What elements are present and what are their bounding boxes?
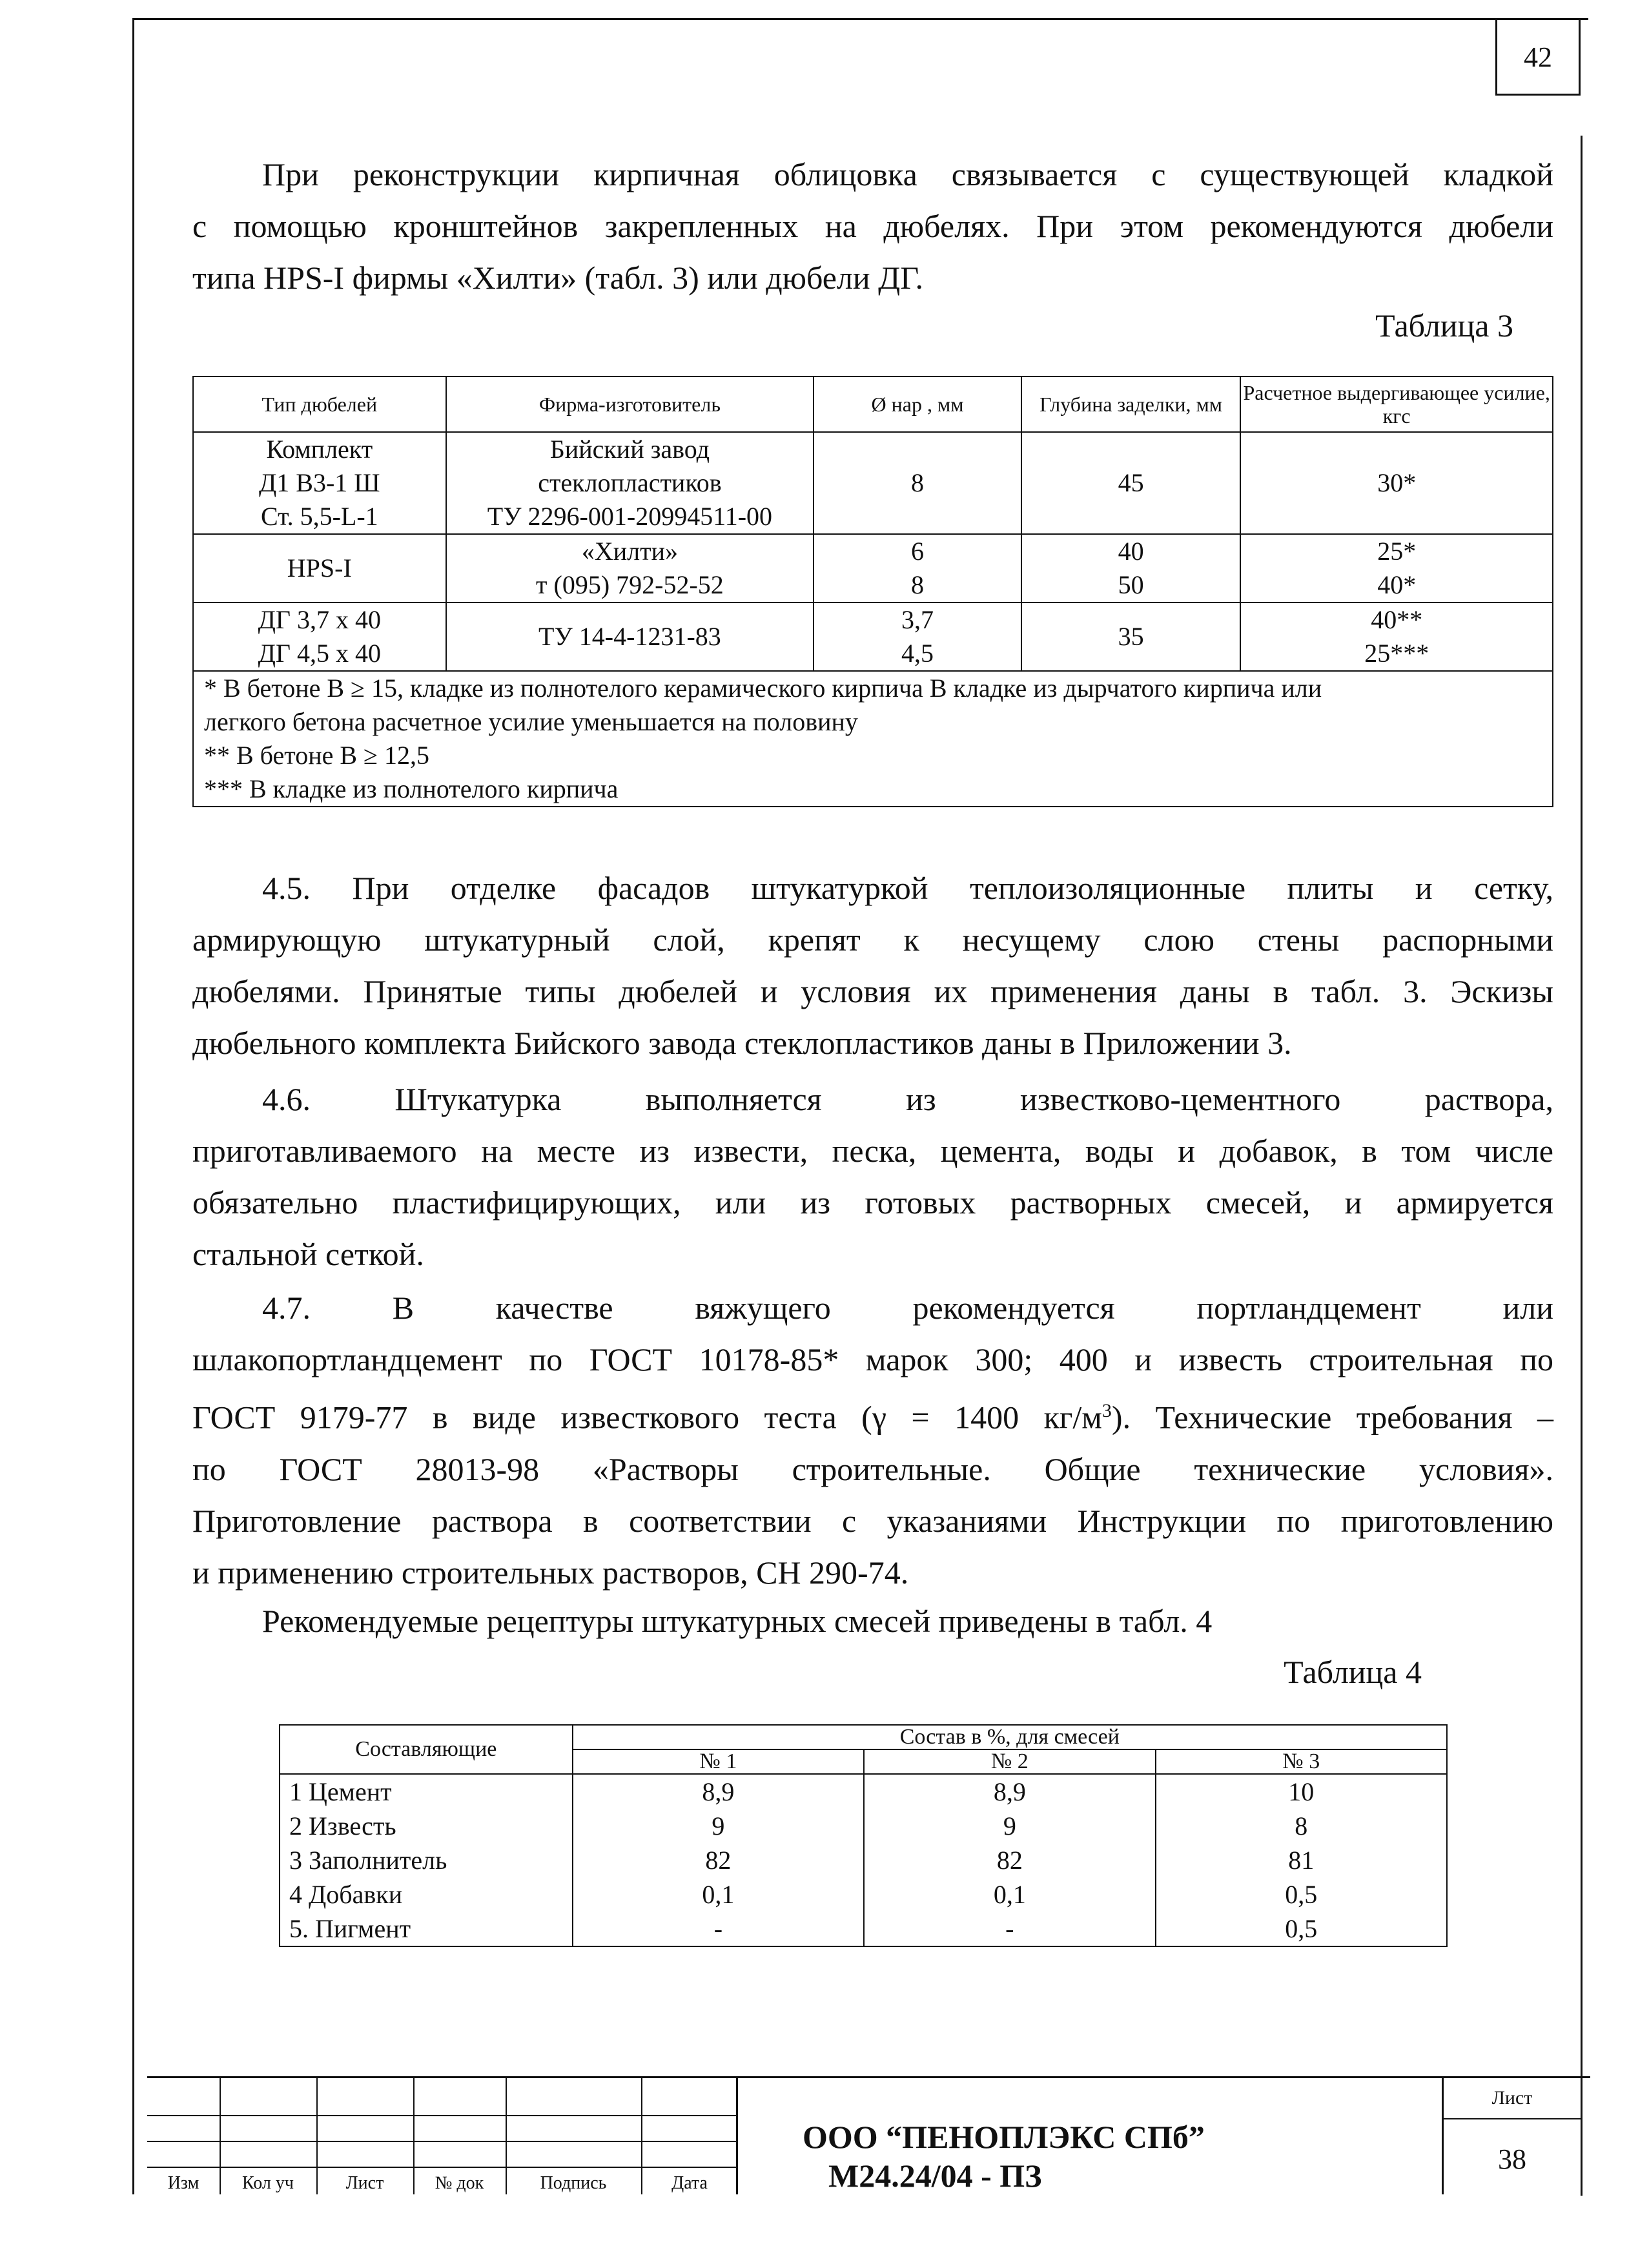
- table-cell: [193, 603, 446, 671]
- cell-line: Ст. 5,5-L-1: [260, 502, 378, 531]
- table3-header-depth: Глубина заделки, мм: [1021, 376, 1241, 432]
- table-cell: 81: [1156, 1843, 1447, 1877]
- cell-line: 40: [1118, 537, 1144, 566]
- cell-line: «Хилти»: [581, 537, 678, 566]
- sheet-separator: [1444, 2118, 1581, 2119]
- table3-notes-row: [193, 671, 1553, 807]
- table-cell: 0,1: [573, 1877, 864, 1912]
- title-block: [147, 2076, 1581, 2194]
- section-4-6: [192, 1073, 1553, 1280]
- table4-header-mix3: № 3: [1156, 1749, 1447, 1774]
- table-cell: 8: [1156, 1809, 1447, 1843]
- table4-header-row: [280, 1725, 1447, 1749]
- cell-line: т (095) 792-52-52: [536, 570, 724, 599]
- table3-header-row: [193, 376, 1553, 432]
- section-4-6-line: стальной сеткой.: [192, 1236, 424, 1272]
- sheet-box: [1442, 2076, 1581, 2194]
- cell-line: 8: [910, 468, 924, 497]
- table-cell: [1021, 603, 1241, 671]
- grid-line: [147, 2167, 738, 2168]
- stamp-header-sheet: Лист: [345, 2173, 384, 2193]
- table-row: [193, 603, 1553, 671]
- sheet-number: 38: [1498, 2143, 1526, 2175]
- table3-header-force: Расчетное выдергивающее усилие, кгс: [1240, 376, 1553, 432]
- grid-line: [147, 2115, 738, 2116]
- table-cell: 8,9: [573, 1774, 864, 1809]
- table-row: [280, 1843, 1447, 1877]
- cell-line: ДГ 4,5 х 40: [258, 639, 382, 668]
- section-4-5-line: дюбельного комплекта Бийского завода стеклопластиков даны в Приложении 3.: [192, 1025, 1292, 1061]
- cell-line: ТУ 14-4-1231-83: [538, 622, 721, 651]
- table-cell: 82: [573, 1843, 864, 1877]
- table3-note: легкого бетона расчетное усилие уменьшается на половину: [204, 707, 858, 736]
- sheet-label: Лист: [1491, 2087, 1533, 2108]
- table3-header-maker: Фирма-изготовитель: [446, 376, 814, 432]
- table4-header-group: Состав в %, для смесей: [573, 1725, 1447, 1749]
- table-cell: [814, 603, 1021, 671]
- section-4-6-line: 4.6. Штукатурка выполняется из известково-цементного раствора,: [262, 1081, 1553, 1117]
- cell-line: 6: [910, 537, 924, 566]
- section-4-7-text: ). Технические требования –: [1111, 1399, 1553, 1436]
- table-cell: [193, 432, 446, 534]
- table-cell: 1 Цемент: [280, 1774, 573, 1809]
- section-4-7-line: 4.7. В качестве вяжущего рекомендуется портландцемент или: [262, 1290, 1553, 1326]
- table3-note: * В бетоне В ≥ 15, кладке из полнотелого керамического кирпича В кладке из дырчатого кирпича или: [204, 674, 1322, 703]
- intro-line-1: При реконструкции кирпичная облицовка связывается с существующей кладкой: [262, 156, 1553, 192]
- table-cell: 9: [573, 1809, 864, 1843]
- cell-line: 45: [1118, 468, 1144, 497]
- table3-note: *** В кладке из полнотелого кирпича: [204, 774, 619, 803]
- table-cell: 3 Заполнитель: [280, 1843, 573, 1877]
- table-row: [280, 1774, 1447, 1809]
- table-cell: [814, 432, 1021, 534]
- table-cell: [193, 534, 446, 603]
- cell-line: 50: [1118, 570, 1144, 599]
- section-4-7-line: Приготовление раствора в соответствии с указаниями Инструкции по приготовлению: [192, 1502, 1553, 1539]
- section-4-5: [192, 862, 1553, 1069]
- table4: [279, 1724, 1448, 1947]
- table3: [192, 376, 1553, 807]
- grid-line: [147, 2141, 738, 2142]
- table-cell: 0,1: [864, 1877, 1155, 1912]
- table3-header-type: Тип дюбелей: [193, 376, 446, 432]
- table4-header-mix2: № 2: [864, 1749, 1155, 1774]
- intro-line-3: типа HPS-I фирмы «Хилти» (табл. 3) или дюбели ДГ.: [192, 260, 924, 296]
- table-cell: [1240, 432, 1553, 534]
- stamp-header-docno: № док: [435, 2173, 484, 2193]
- cell-line: 4,5: [901, 639, 934, 668]
- table-row: [280, 1809, 1447, 1843]
- table-cell: [1021, 534, 1241, 603]
- section-4-5-line: дюбелями. Принятые типы дюбелей и условия их применения даны в табл. 3. Эскизы: [192, 973, 1553, 1009]
- table4-caption: Таблица 4: [1284, 1654, 1422, 1690]
- table-cell: 8,9: [864, 1774, 1155, 1809]
- cell-line: Д1 В3-1 Ш: [259, 468, 380, 497]
- stamp-header-change: Изм: [167, 2173, 200, 2193]
- table-cell: 0,5: [1156, 1877, 1447, 1912]
- section-4-6-line: приготавливаемого на месте из извести, песка, цемента, воды и добавок, в том числе: [192, 1133, 1553, 1169]
- table-cell: [446, 534, 814, 603]
- section-4-7-line: и применению строительных растворов, СН 290-74.: [192, 1554, 909, 1591]
- cell-line: 25***: [1364, 639, 1429, 668]
- cell-line: стеклопластиков: [538, 468, 722, 497]
- table-row: [280, 1912, 1447, 1946]
- stamp-header-date: Дата: [671, 2173, 708, 2193]
- intro-line-2: с помощью кронштейнов закрепленных на дюбелях. При этом рекомендуются дюбели: [192, 208, 1553, 244]
- table4-header-mix1: № 1: [573, 1749, 864, 1774]
- superscript: 3: [1101, 1400, 1112, 1421]
- table-cell: 0,5: [1156, 1912, 1447, 1946]
- recommend-line: Рекомендуемые рецептуры штукатурных смесей приведены в табл. 4: [262, 1603, 1213, 1639]
- table-cell: -: [573, 1912, 864, 1946]
- table-cell: [446, 603, 814, 671]
- cell-line: ДГ 3,7 х 40: [258, 605, 382, 634]
- table-cell: 82: [864, 1843, 1155, 1877]
- table-cell: [446, 432, 814, 534]
- document-code: М24.24/04 - ПЗ: [828, 2158, 1042, 2194]
- table-cell: [1021, 432, 1241, 534]
- cell-line: Комплект: [266, 435, 373, 464]
- page-frame-right-border: [1581, 136, 1582, 2196]
- cell-line: 35: [1118, 622, 1144, 651]
- table-cell: [814, 534, 1021, 603]
- section-4-5-line: 4.5. При отделке фасадов штукатуркой теплоизоляционные плиты и сетку,: [262, 870, 1553, 906]
- cell-line: 25*: [1377, 537, 1417, 566]
- table4-header-components: Составляющие: [280, 1725, 573, 1774]
- table-cell: 2 Известь: [280, 1809, 573, 1843]
- intro-paragraph: [192, 149, 1553, 304]
- cell-line: 30*: [1377, 468, 1417, 497]
- stamp-header-count: Кол уч: [242, 2173, 294, 2193]
- cell-line: 3,7: [901, 605, 934, 634]
- table3-note: ** В бетоне В ≥ 12,5: [204, 741, 430, 770]
- stamp-header-signature: Подпись: [540, 2173, 607, 2193]
- table-row: [193, 432, 1553, 534]
- cell-line: HPS-I: [287, 553, 352, 582]
- cell-line: 40*: [1377, 570, 1417, 599]
- section-4-7-line: [192, 1385, 1553, 1443]
- table3-notes: [193, 671, 1553, 807]
- table-cell: [1240, 534, 1553, 603]
- cell-line: 8: [910, 570, 924, 599]
- cell-line: ТУ 2296-001-20994511-00: [487, 502, 773, 531]
- section-4-7-line: по ГОСТ 28013-98 «Растворы строительные. Общие технические условия».: [192, 1450, 1553, 1487]
- table-cell: -: [864, 1912, 1155, 1946]
- company-name: ООО “ПЕНОПЛЭКС СПб”: [803, 2119, 1205, 2155]
- table-cell: 5. Пигмент: [280, 1912, 573, 1946]
- section-4-7-line: шлакопортландцемент по ГОСТ 10178-85* марок 300; 400 и известь строительная по: [192, 1341, 1553, 1377]
- section-4-7-text: ГОСТ 9179-77 в виде известкового теста (γ = 1400 кг/м: [192, 1399, 1102, 1436]
- table-cell: 9: [864, 1809, 1155, 1843]
- table-cell: 4 Добавки: [280, 1877, 573, 1912]
- table3-header-diameter: Ø нар , мм: [814, 376, 1021, 432]
- section-4-5-line: армирующую штукатурный слой, крепят к несущему слою стены распорными: [192, 922, 1553, 958]
- table-cell: 10: [1156, 1774, 1447, 1809]
- table-cell: [1240, 603, 1553, 671]
- table-row: [193, 534, 1553, 603]
- section-4-6-line: обязательно пластифицирующих, или из готовых растворных смесей, и армируется: [192, 1184, 1553, 1221]
- section-4-7: [192, 1282, 1553, 1598]
- table3-caption: Таблица 3: [1375, 307, 1513, 344]
- table-row: [280, 1877, 1447, 1912]
- cell-line: Бийский завод: [549, 435, 710, 464]
- cell-line: 40**: [1371, 605, 1423, 634]
- corner-page-number: 42: [1495, 18, 1581, 96]
